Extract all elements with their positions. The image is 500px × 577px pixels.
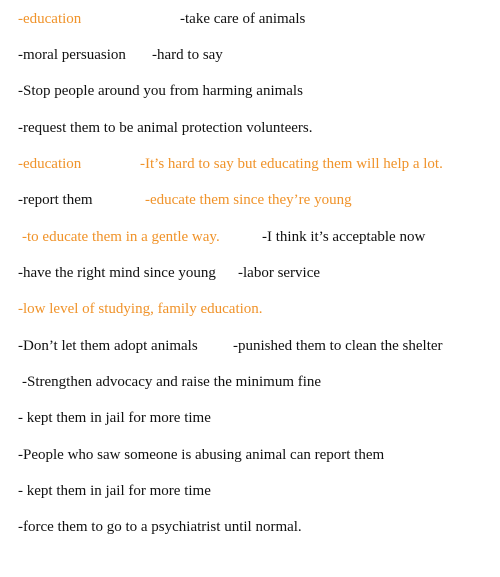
list-item-text: - kept them in jail for more time [18,410,211,426]
list-item-text: -education [18,11,82,27]
list-item-text: -labor service [238,265,321,281]
list-item-text: -to educate them in a gentle way. [22,229,220,245]
list-item-text: -It’s hard to say but educating them will help a lot. [140,156,443,172]
list-item [0,263,321,283]
list-item [0,481,211,501]
list-item-text: -take care of animals [180,11,306,27]
list-item [0,118,313,138]
list-item-text: -force them to go to a psychiatrist until normal. [18,519,302,535]
list-item [0,45,223,65]
list-item-text: -report them [18,192,93,208]
list-item [0,517,302,537]
list-item [0,372,322,392]
list-item-text: -request them to be animal protection volunteers. [18,120,313,136]
list-item-text: -People who saw someone is abusing animal can report them [18,447,385,463]
list-item-text: -Don’t let them adopt animals [18,338,198,354]
list-item-text: -Strengthen advocacy and raise the minimum fine [22,374,322,390]
list-item-text: -have the right mind since young [18,265,216,281]
list-item-text: - kept them in jail for more time [18,483,211,499]
list-item [0,9,306,29]
list-item-text: -education [18,156,82,172]
list-item-text: -low level of studying, family education. [18,301,263,317]
list-item [0,299,263,319]
list-item-text: -punished them to clean the shelter [233,338,443,354]
list-item [0,81,303,101]
list-item-text: -hard to say [152,47,223,63]
list-item [0,190,352,210]
list-item [0,336,443,356]
list-item-text: -Stop people around you from harming animals [18,83,303,99]
list-item [0,408,211,428]
list-item-text: -educate them since they’re young [145,192,352,208]
list-item [0,445,385,465]
list-item [0,154,443,174]
list-item-text: -I think it’s acceptable now [262,229,426,245]
list-item-text: -moral persuasion [18,47,126,63]
list-item [0,227,426,247]
